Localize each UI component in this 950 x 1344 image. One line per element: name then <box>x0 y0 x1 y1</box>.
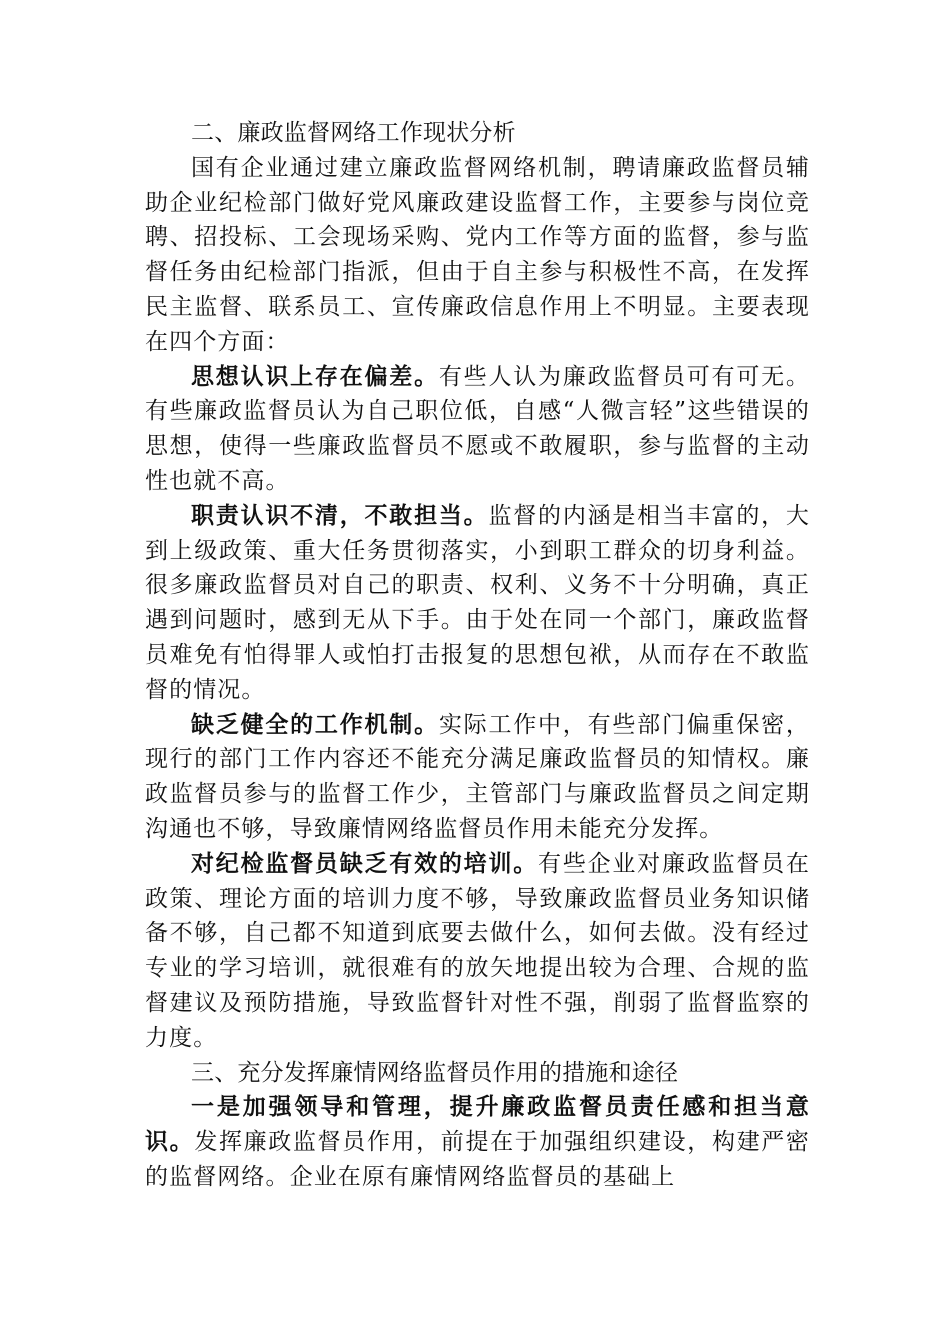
point-title-4: 对纪检监督员缺乏有效的培训。 <box>191 849 539 877</box>
point-paragraph-1 <box>145 360 810 499</box>
point-paragraph-2 <box>145 499 810 708</box>
section-heading-2: 二、廉政监督网络工作现状分析 <box>191 120 516 146</box>
measure-body-1: 发挥廉政监督员作用，前提在于加强组织建设，构建严密的监督网络。企业在原有廉情网络监督员的基础上 <box>145 1129 811 1190</box>
measure-paragraph-1 <box>145 1090 810 1194</box>
measure-title-1: 一是加强领导和管理，提升廉政监督员责任感和担当意识。 <box>145 1093 810 1156</box>
point-title-3: 缺乏健全的工作机制。 <box>191 710 439 738</box>
point-paragraph-3 <box>145 708 810 847</box>
point-paragraph-4 <box>145 847 810 1056</box>
document-page <box>145 116 810 1195</box>
point-title-2: 职责认识不清，不敢担当。 <box>191 501 489 529</box>
point-body-2: 监督的内涵是相当丰富的，大到上级政策、重大任务贯彻落实，小到职工群众的切身利益。很多廉政监督员对自己的职责、权利、义务不十分明确，真正遇到问题时，感到无从下手。由于处在同一个部门，廉政监督员难免有怕得罪人或怕打击报复的思想包袱，从而存在不敢监督的情况。 <box>145 502 810 703</box>
point-body-3: 实际工作中，有些部门偏重保密，现行的部门工作内容还不能充分满足廉政监督员的知情权。廉政监督员参与的监督工作少，主管部门与廉政监督员之间定期沟通也不够，导致廉情网络监督员作用未能充分发挥。 <box>145 711 810 842</box>
point-title-1: 思想认识上存在偏差。 <box>191 362 439 390</box>
point-body-4: 有些企业对廉政监督员在政策、理论方面的培训力度不够，导致廉政监督员业务知识储备不够，自己都不知道到底要去做什么，如何去做。没有经过专业的学习培训，就很难有的放矢地提出较为合理、合规的监督建议及预防措施，导致监督针对性不强，削弱了监督监察的力度。 <box>145 850 810 1051</box>
section-heading-3: 三、充分发挥廉情网络监督员作用的措施和途径 <box>191 1059 679 1086</box>
intro-paragraph: 国有企业通过建立廉政监督网络机制，聘请廉政监督员辅助企业纪检部门做好党风廉政建设监督工作，主要参与岗位竞聘、招投标、工会现场采购、党内工作等方面的监督，参与监督任务由纪检部门指派，但由于自主参与积极性不高，在发挥民主监督、联系员工、宣传廉政信息作用上不明显。主要表现在四个方面： <box>145 154 810 355</box>
point-body-1: 有些人认为廉政监督员可有可无。有些廉政监督员认为自己职位低，自感“人微言轻”这些错误的思想，使得一些廉政监督员不愿或不敢履职，参与监督的主动性也就不高。 <box>145 363 810 494</box>
